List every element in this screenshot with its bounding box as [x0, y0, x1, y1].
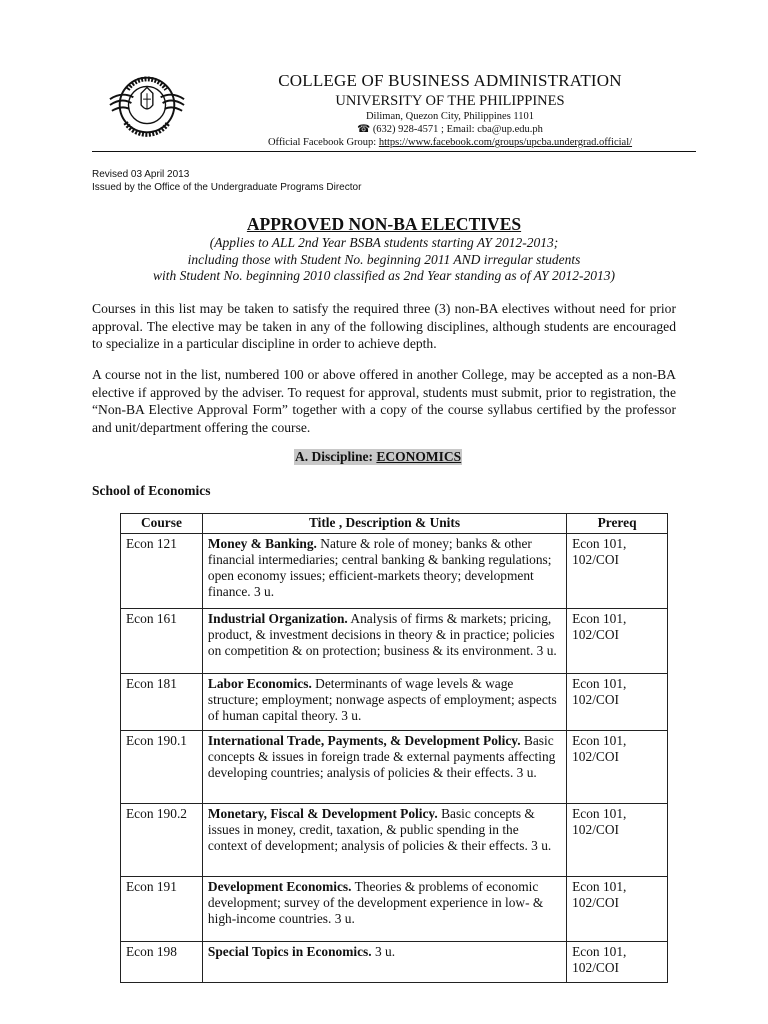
facebook-label: Official Facebook Group:: [267, 137, 379, 148]
course-title: Industrial Organization.: [207, 611, 348, 626]
approval-paragraph: A course not in the list, numbered 100 or above offered in another College, may be accepted as a non-BA elective if approved by the adviser. To request for approval, students must submit, prior to registration, the “Non-BA Elective Approval Form” together with a copy of the course syllabus certified by the professor and unit/department offering the course.: [92, 367, 676, 435]
up-seal-logo: [108, 66, 186, 144]
course-desc-text: Basic concepts & issues in money, credit, taxation, & public spending in the context of development; analysis of policies & their effects. 3 u.: [207, 806, 552, 853]
address: Diliman, Quezon City, Philippines 1101: [365, 111, 535, 122]
course-description: [202, 609, 566, 674]
facebook-group: [200, 136, 700, 149]
course-code: Econ 121: [121, 534, 203, 609]
course-code: Econ 190.2: [121, 804, 203, 877]
intro-paragraph: Courses in this list may be taken to satisfy the required three (3) non-BA electives without need for prior approval. The elective may be taken in any of the following disciplines, although students are encouraged to specialize in a particular discipline in order to achieve depth.: [92, 301, 676, 351]
course-code: Econ 181: [121, 674, 203, 731]
university-name: UNIVERSITY OF THE PHILIPPINES: [335, 93, 565, 109]
facebook-link[interactable]: https://www.facebook.com/groups/upcba.undergrad.official/: [378, 137, 633, 148]
course-description: [202, 804, 566, 877]
table-row: [121, 731, 668, 804]
course-prereq: Econ 101, 102/COI: [567, 877, 668, 942]
course-code: Econ 190.1: [121, 731, 203, 804]
subtitle-line-2: including those with Student No. beginning 2011 AND irregular students: [187, 251, 581, 267]
course-title: Money & Banking.: [207, 536, 317, 551]
course-description: [202, 534, 566, 609]
course-desc-text: Nature & role of money; banks & other financial intermediaries; central banking & banking regulations; open economy issues; efficient-markets theory; development finance. 3 u.: [207, 536, 552, 599]
table-row: [121, 534, 668, 609]
subtitle-line-3: with Student No. beginning 2010 classified as 2nd Year standing as of AY 2012-2013): [152, 268, 616, 283]
discipline-label: A. Discipline:: [295, 449, 377, 464]
table-row: [121, 877, 668, 942]
course-desc-text: 3 u.: [371, 944, 396, 959]
course-title: Labor Economics.: [207, 676, 312, 691]
course-description: [202, 942, 566, 983]
column-header-prereq: Prereq: [567, 514, 668, 534]
course-prereq: Econ 101, 102/COI: [567, 674, 668, 731]
issued-by: Issued by the Office of the Undergraduate Programs Director: [92, 181, 362, 193]
course-prereq: Econ 101, 102/COI: [567, 534, 668, 609]
discipline-name: ECONOMICS: [376, 449, 462, 464]
contact-info: ☎ (632) 928-4571 ; Email: cba@up.edu.ph: [357, 124, 543, 135]
course-prereq: Econ 101, 102/COI: [567, 609, 668, 674]
course-code: Econ 198: [121, 942, 203, 983]
course-description: [202, 731, 566, 804]
course-code: Econ 161: [121, 609, 203, 674]
course-prereq: Econ 101, 102/COI: [567, 942, 668, 983]
course-title: International Trade, Payments, & Development Policy.: [207, 733, 521, 748]
course-description: [202, 877, 566, 942]
course-title: Development Economics.: [207, 879, 352, 894]
header-divider: [92, 151, 696, 152]
course-description: [202, 674, 566, 731]
discipline-heading: [294, 449, 462, 465]
course-code: Econ 191: [121, 877, 203, 942]
course-title: Special Topics in Economics.: [207, 944, 372, 959]
table-header-row: [121, 514, 668, 534]
table-row: [121, 609, 668, 674]
course-desc-text: Analysis of firms & markets; pricing, product, & investment decisions in theory & in practice; policies on competition & on protection; business & its environment. 3 u.: [207, 611, 557, 658]
course-title: Monetary, Fiscal & Development Policy.: [207, 806, 438, 821]
subtitle-line-1: (Applies to ALL 2nd Year BSBA students starting AY 2012-2013;: [209, 235, 559, 250]
document-title: APPROVED NON-BA ELECTIVES: [246, 214, 522, 234]
course-prereq: Econ 101, 102/COI: [567, 731, 668, 804]
letterhead: [200, 70, 700, 149]
table-row: [121, 942, 668, 983]
table-row: [121, 674, 668, 731]
courses-table: [120, 513, 668, 983]
course-prereq: Econ 101, 102/COI: [567, 804, 668, 877]
college-name: COLLEGE OF BUSINESS ADMINISTRATION: [278, 71, 622, 90]
column-header-title: Title , Description & Units: [202, 514, 566, 534]
course-desc-text: Basic concepts & issues in foreign trade & external payments affecting developing countries; analysis of policies & their effects. 3 u.: [207, 733, 556, 780]
course-desc-text: Theories & problems of economic development; survey of the development experience in low- & high-income countries. 3 u.: [207, 879, 544, 926]
school-heading: School of Economics: [92, 483, 211, 498]
table-row: [121, 804, 668, 877]
revision-info: [92, 169, 361, 194]
revised-date: Revised 03 April 2013: [92, 169, 190, 180]
column-header-course: Course: [121, 514, 203, 534]
course-desc-text: Determinants of wage levels & wage structure; employment; nonwage aspects of employment; aspects of human capital theory. 3 u.: [207, 676, 557, 723]
document-title-block: [92, 213, 676, 285]
